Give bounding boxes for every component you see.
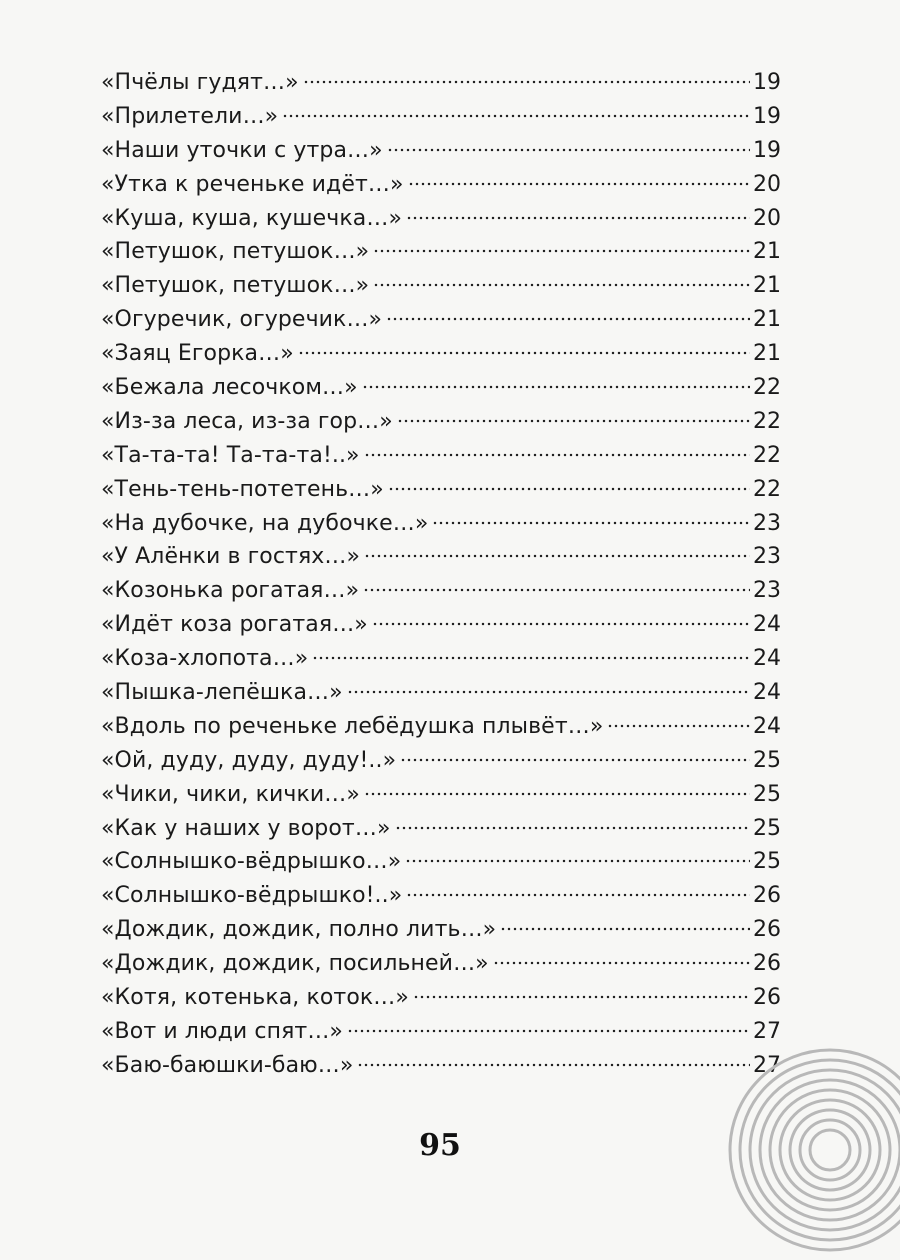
dot-leader: [357, 1063, 750, 1067]
toc-entry: [101, 778, 781, 812]
toc-entry: [101, 981, 781, 1015]
toc-entry-title: «Коза-хлопота…»: [101, 646, 309, 672]
toc-entry: [101, 337, 781, 371]
toc-entry-page: 22: [753, 375, 781, 401]
toc-entry-title: «Огуречик, огуречик…»: [101, 307, 383, 333]
toc-entry: [101, 710, 781, 744]
dot-leader: [500, 927, 750, 931]
dot-leader: [298, 351, 750, 355]
toc-entry: [101, 235, 781, 269]
toc-entry-title: «Баю-баюшки-баю…»: [101, 1052, 354, 1078]
toc-entry-title: «Петушок, петушок…»: [101, 239, 370, 265]
toc-entry-title: «Котя, котенька, коток…»: [101, 985, 409, 1011]
toc-entry-page: 21: [753, 341, 781, 367]
dot-leader: [364, 792, 750, 796]
toc-entry-page: 21: [753, 239, 781, 265]
toc-entry: [101, 744, 781, 778]
toc-entry: [101, 1015, 781, 1049]
dot-leader: [347, 1029, 750, 1033]
toc-entry-title: «Из-за леса, из-за гор…»: [101, 408, 393, 434]
toc-entry-title: «Петушок, петушок…»: [101, 273, 370, 299]
dot-leader: [493, 961, 750, 965]
toc-entry: [101, 269, 781, 303]
dot-leader: [303, 80, 750, 84]
toc-entry-title: «Бежала лесочком…»: [101, 375, 358, 401]
dot-leader: [406, 216, 750, 220]
toc-entry-page: 26: [753, 917, 781, 943]
table-of-contents: [101, 66, 781, 1083]
toc-entry: [101, 574, 781, 608]
toc-entry-page: 19: [753, 103, 781, 129]
toc-entry-page: 19: [753, 137, 781, 163]
toc-entry: [101, 879, 781, 913]
toc-entry-page: 23: [753, 578, 781, 604]
toc-entry: [101, 439, 781, 473]
dot-leader: [282, 114, 750, 118]
dot-leader: [364, 554, 750, 558]
toc-entry-page: 21: [753, 273, 781, 299]
dot-leader: [432, 521, 750, 525]
toc-entry-title: «На дубочке, на дубочке…»: [101, 510, 429, 536]
toc-entry: [101, 1049, 781, 1083]
toc-entry-page: 19: [753, 70, 781, 95]
toc-entry: [101, 405, 781, 439]
page-number: 95: [419, 1128, 461, 1163]
toc-entry: [101, 66, 781, 100]
dot-leader: [312, 656, 750, 660]
toc-entry-page: 24: [753, 612, 781, 638]
toc-entry-page: 26: [753, 951, 781, 977]
dot-leader: [413, 995, 750, 999]
toc-entry-page: 25: [753, 747, 781, 773]
toc-entry-page: 21: [753, 307, 781, 333]
toc-entry-title: «Дождик, дождик, посильней…»: [101, 951, 489, 977]
toc-entry-page: 20: [753, 171, 781, 197]
dot-leader: [408, 182, 750, 186]
toc-entry-page: 27: [753, 1052, 781, 1078]
toc-entry: [101, 168, 781, 202]
toc-entry-page: 23: [753, 510, 781, 536]
toc-entry-title: «Вдоль по реченьке лебёдушка плывёт…»: [101, 713, 604, 739]
toc-entry: [101, 913, 781, 947]
dot-leader: [388, 487, 750, 491]
dot-leader: [397, 419, 750, 423]
toc-entry: [101, 676, 781, 710]
dot-leader: [386, 317, 750, 321]
toc-entry-title: «Солнышко-вёдрышко!..»: [101, 883, 403, 909]
dot-leader: [607, 724, 750, 728]
toc-entry-page: 23: [753, 544, 781, 570]
toc-entry: [101, 473, 781, 507]
toc-entry: [101, 371, 781, 405]
toc-entry-page: 26: [753, 883, 781, 909]
toc-entry-page: 25: [753, 781, 781, 807]
decorative-spiral-icon: [720, 1040, 900, 1260]
dot-leader: [364, 453, 750, 457]
toc-entry-title: «Ой, дуду, дуду, дуду!..»: [101, 747, 397, 773]
toc-entry-title: «Пчёлы гудят…»: [101, 70, 299, 95]
toc-entry-title: «Чики, чики, кички…»: [101, 781, 360, 807]
toc-entry-title: «Заяц Егорка…»: [101, 341, 294, 367]
toc-entry-page: 25: [753, 849, 781, 875]
toc-entry-page: 22: [753, 408, 781, 434]
toc-entry-page: 22: [753, 442, 781, 468]
dot-leader: [406, 893, 750, 897]
toc-entry-title: «Идёт коза рогатая…»: [101, 612, 368, 638]
toc-entry: [101, 845, 781, 879]
toc-entry-page: 27: [753, 1018, 781, 1044]
dot-leader: [347, 690, 750, 694]
dot-leader: [395, 826, 751, 830]
toc-entry: [101, 540, 781, 574]
toc-entry-page: 22: [753, 476, 781, 502]
toc-entry-title: «Солнышко-вёдрышко…»: [101, 849, 402, 875]
toc-entry: [101, 812, 781, 846]
toc-entry: [101, 303, 781, 337]
toc-entry-page: 26: [753, 985, 781, 1011]
toc-entry-title: «Козонька рогатая…»: [101, 578, 360, 604]
toc-entry-title: «Прилетели…»: [101, 103, 279, 129]
toc-entry-title: «Утка к реченьке идёт…»: [101, 171, 404, 197]
toc-entry-title: «У Алёнки в гостях…»: [101, 544, 361, 570]
toc-entry-page: 20: [753, 205, 781, 231]
toc-entry: [101, 642, 781, 676]
toc-entry: [101, 507, 781, 541]
toc-entry-page: 24: [753, 680, 781, 706]
dot-leader: [387, 148, 750, 152]
toc-entry: [101, 947, 781, 981]
toc-entry-title: «Пышка-лепёшка…»: [101, 680, 343, 706]
toc-entry: [101, 202, 781, 236]
toc-entry: [101, 608, 781, 642]
dot-leader: [372, 622, 750, 626]
dot-leader: [400, 758, 750, 762]
toc-entry: [101, 134, 781, 168]
toc-entry-title: «Та-та-та! Та-та-та!..»: [101, 442, 360, 468]
toc-entry-page: 25: [753, 815, 781, 841]
toc-entry-title: «Куша, куша, кушечка…»: [101, 205, 403, 231]
toc-entry-page: 24: [753, 713, 781, 739]
toc-entry-title: «Наши уточки с утра…»: [101, 137, 383, 163]
dot-leader: [373, 283, 750, 287]
dot-leader: [405, 859, 750, 863]
toc-entry-title: «Дождик, дождик, полно лить…»: [101, 917, 497, 943]
toc-entry-title: «Вот и люди спят…»: [101, 1018, 343, 1044]
dot-leader: [362, 385, 750, 389]
dot-leader: [363, 588, 750, 592]
toc-entry-title: «Как у наших у ворот…»: [101, 815, 391, 841]
toc-entry: [101, 100, 781, 134]
dot-leader: [373, 249, 750, 253]
toc-entry-title: «Тень-тень-потетень…»: [101, 476, 384, 502]
toc-entry-page: 24: [753, 646, 781, 672]
